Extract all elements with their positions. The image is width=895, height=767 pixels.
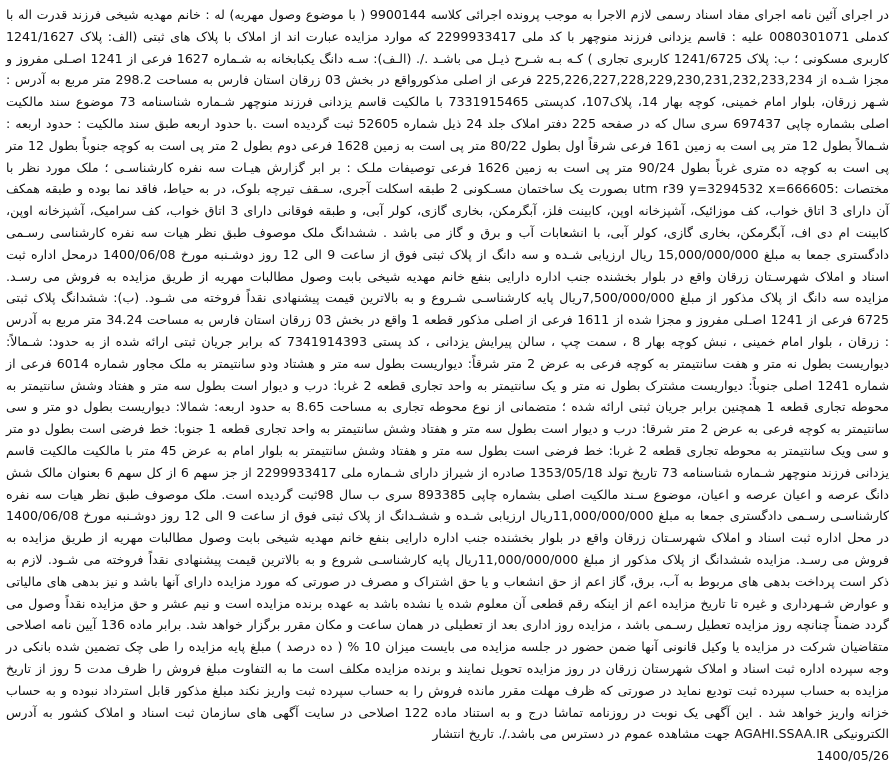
publish-date: 1400/05/26 <box>816 748 889 764</box>
auction-notice-body: در اجرای آئین نامه اجرای مفاد اسناد رسمی لازم الاجرا به موجب پرونده اجرائی کلاسه 9900144 ( با موضوع وصول مهریه) له : خانم مهدیه شیخی فرزند قدرت اله با کدملی 0080301071 علیه : قاسم یزدانی فرزند منوچهر با کد ملی 2299933417 که موارد مزایده عبارت اند از املاک با پلاک های ثبتی (الف: پلاک 1241/1627 کاربری مسکونی ؛ ب: پلاک 1241/6725 کاربری تجاری ) کـه بـه شـرح ذیـل می باشـد ./. (الـف): سـه دانگ یکبابخانه به شـماره 1627 فرعی از 1241 اصـلی مفروز و مجزا شـده از 225,226,227,228,229,230,231,232,233,234 فرعی از اصلی مذکورواقع در بخش 03 زرقان استان فارس به مساحت 298.2 متر مربع به آدرس : شـهر زرقان، بلوار امام خمینی، کوچه بهار 14، پلاک107، کدپستی 7331915465 با مالکیت قاسم یزدانی فرزند منوچهر شـماره شناسنامه 73 موضوع سند مالکیت اصلی بشماره چاپی 697437 سری سال که در صفحه 225 دفتر املاک جلد 24 ذیل شماره 52605 ثبت گردیده است .با حدود اربعه طبق سند مالکیت : حدود اربعه : شـمالاً بطول 12 متر پی است به زمین 161 فرعی شرقاً اول بطول 80/22 متر پی است به زمین 1628 فرعی دوم بطول 2 متر پی است به کوچه جنوباً بطول 12 متر پی است به کوچه ده متری غرباً بطول 90/24 متر پی است به زمین 1626 فرعی توصیفات ملـک : بر ابر گزارش هیـات سه نفره کارشناسـی ؛ ملک مورد نظر با مختصات :utm r39 y=3294532 x=666605 بصورت یک ساختمان مسـکونی 2 طبقه اسکلت آجری، سـقف تیرچه بلوک، در به حیاط، فاقد نما بوده و طبقه همکف آن دارای 3 اتاق خواب، کف موزائیک، آشپزخانه اوپن، کابینت فلز، آبگرمکن، بخاری گازی، کولر آبی، و طبقه فوقانی دارای 3 اتاق خواب، کف سرامیک، آشپزخانه اوپن، کابینت ام دی اف، آبگرمکن، بخاری گازی، کولر آبی، با انشعابات آب و برق و گاز می باشد . ششدانگ ملک موصوف طبق نظر هیات سه نفره کارشناسی رسـمی دادگستری جمعا به مبلغ 15,000/000/000 ریال ارزیابی شـده و سه دانگ از پلاک ثبتی فوق از ساعت 9 الی 12 روز دوشـنبه مورخ 1400/06/08 درمحل اداره ثبت اسناد و املاک شهرسـتان زرقان واقع در بلوار بخشنده جنب اداره دارایی بنفع خانم مهدیه شیخی بابت وصول مطالبات مهریه از طریق مزایده به فروش می رسـد. مزایده سه دانگ از پلاک مذکور از مبلغ 7,500/000/000ریال پایه کارشناسـی شـروع و به بالاترین قیمت پیشنهادی نقداً فروخته می شـود. (ب): ششدانگ پلاک ثبتی 6725 فرعی از 1241 اصـلی مفروز و مجزا شده از 1611 فرعی از اصلی مذکور قطعه 1 واقع در بخش 03 زرقان استان فارس به مساحت 34.24 متر مربع به آدرس : زرقان ، بلوار امام خمینی ، نبش کوچه بهار 8 ، سمت چپ ، سالن پیرایش یزدانی ، کد پستی 7341914393 که برابر جریان ثبتی ارائه شده از به حدود: شـمالاً: دیواریست بطول نه متر و هفت سانتیمتر به کوچه فرعی به عرض 2 متر شرقاً: دیواریست بطول سه متر و هشتاد ودو سانتیمتر به ملک مجاور شماره 6014 فرعی از شماره 1241 اصلی جنوباً: دیواریست مشترک بطول نه متر و یک سانتیمتر به واحد تجاری قطعه 2 غربا: درب و دیوار است بطول سه متر و هفتاد وشش سانتیمتر به محوطه تجاری قطعه 1 همچنین برابر جریان ثبتی ارائه شده ؛ متضمانی از نوع محوطه تجاری به مساحت 8.65 به حدود اربعه: شمالا: دیواریست بطول دو متر و سی سانتیمتر به کوچه فرعی به عرض 2 متر شرقا: درب و دیوار است بطول سه متر و هفتاد وشش سانتیمتر به واحد تجاری قطعه 1 جنوبا: خط فرضی است بطول دو متر و سی ویک سانتیمتر به محوطه تجاری قطعه 2 غربا: خط فرضی است بطول سه متر و هفتاد وشش سانتیمتر به بلوار امام به عرض 45 متر با مالکیت مالکیت قاسم یزدانی فرزند منوچهر شـماره شناسنامه 73 تاریخ تولد 1353/05/18 صادره از شیراز دارای شـماره ملی 2299933417 از جز سهم 6 از کل سهم 6 بعنوان مالک شش دانگ عرصه و اعیان عرصه و اعیان، موضوع سـند مالکیت اصلی بشماره چاپی 893385 سری ب سال 98ثبت گردیده است. ملک موصوف طبق نظر هیات سه نفره کارشناسـی رسـمی دادگستری جمعا به مبلغ 11,000/000/000ریال ارزیابی شـده و ششـدانگ از پلاک ثبتی فوق از ساعت 9 الی 12 روز دوشـنبه مورخ 1400/06/08 در محل اداره ثبت اسناد و املاک شهرسـتان زرقان واقع در بلوار بخشنده جنب اداره دارایی بنفع خانم مهدیه شیخی بابت وصول مطالبات مهریه از طریق مزایده به فروش می رسـد. مزایده ششدانگ از پلاک مذکور از مبلغ 11,000/000/000ریال پایه کارشناسـی شروع و به بالاترین قیمت پیشنهادی نقداً فروخته می شـود. لازم به ذکر است پرداخت بدهی های مربوط به آب، برق، گاز اعم از حق انشعاب و یا حق اشتراک و مصرف در صورتی که مورد مزایده دارای آنها باشد و نیز بدهی های مالیاتی و عوارض شـهرداری و غیره تا تاریخ مزایده اعم از اینکه رقم قطعی آن معلوم شده یا نشده باشد به عهده برنده مزایده است و نیم عشر و حق مزایده نقداً وصول می گردد ضمناً چنانچه روز مزایده تعطیل رسـمی باشد ، مزایده روز اداری بعد از تعطیلی در همان ساعت و مکان مقرر برگزار خواهد شد. برابر ماده 136 آیین نامه اصلاحی متقاضیان شرکت در مزایده یا وکیل قانونی آنها ضمن حضور در جلسه مزایده می بایست میزان 10 % ( ده درصد ) مبلغ پایه مزایده را طی چک تضمین شده بانکی در وجه سپرده اداره ثبت اسناد و املاک شهرستان زرقان در روز مزایده تحویل نمایند و برنده مزایده مکلف است ما به التفاوت مبلغ فروش را ظرف مدت 5 روز از تاریخ مزایده به حساب سپرده ثبت تودیع نماید در صورتی که ظرف مهلت مقرر مانده فروش را به حساب سپرده ثبت واریز نکند مبلغ مذکور قابل استرداد نبوده و به حساب خزانه واریز خواهد شد . این آگهی یک نوبت در روزنامه تماشا درج و به استناد ماده 122 اصلاحی در سایت آگهی های سازمان ثبت اسناد و املاک کشور به آدرس الکترونیکی AGAHI.SSAA.IR جهت مشاهده عموم در دسترس می باشد./. تاریخ انتشار <box>6 7 890 742</box>
